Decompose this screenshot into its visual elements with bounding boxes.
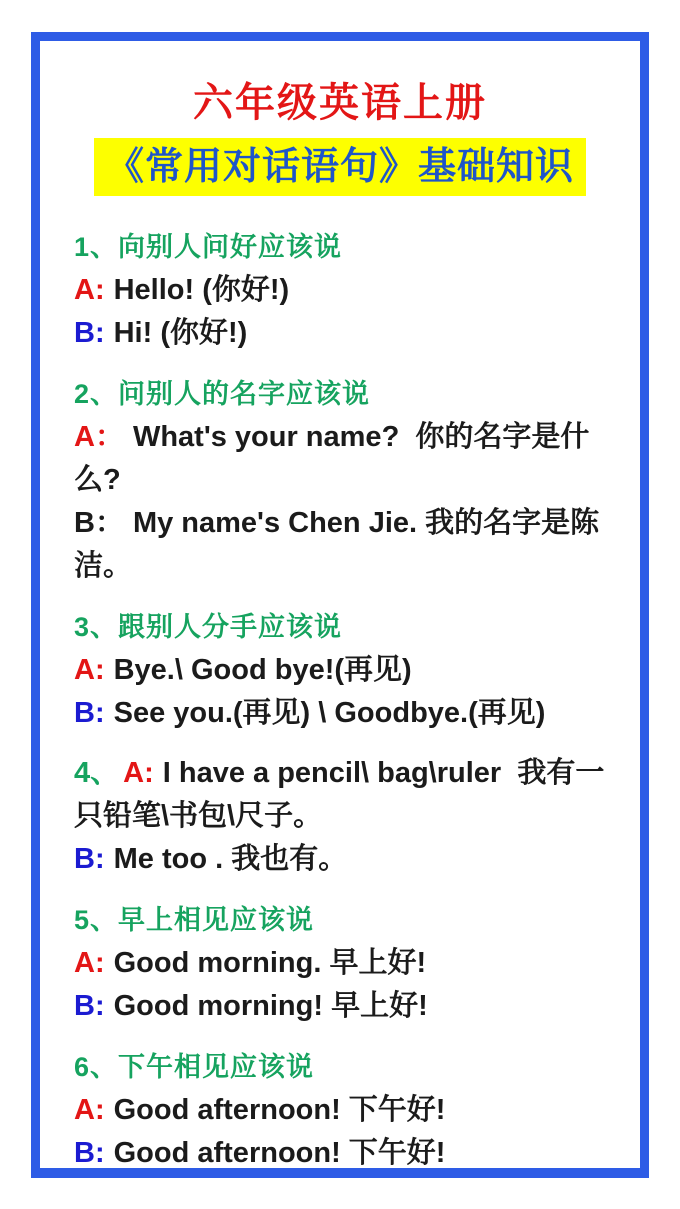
dialogue-line-b (74, 985, 622, 1028)
speaker-a-label: A: (74, 274, 105, 306)
speaker-a-label: A: (74, 947, 105, 979)
dialogue-text: Good afternoon! 下午好! (113, 1094, 446, 1126)
speaker-b-label: B: (74, 697, 105, 729)
dialogue-line-a (74, 942, 622, 985)
dialogue-text: Me too . 我也有。 (113, 843, 348, 875)
section-2 (74, 372, 622, 588)
speaker-a-label: A: (74, 1094, 105, 1126)
section-6 (74, 1045, 622, 1175)
speaker-a-label: A： (74, 421, 124, 453)
dialogue-text: My name's Chen Jie. 我的名字是陈洁。 (74, 507, 600, 582)
dialogue-text: See you.(再见) \ Goodbye.(再见) (113, 697, 546, 729)
speaker-a-label: A: (123, 757, 154, 789)
section-1-heading: 1、向别人问好应该说 (74, 232, 343, 262)
speaker-b-label: B: (74, 990, 105, 1022)
speaker-b-label: B: (74, 317, 105, 349)
section-4 (74, 752, 622, 881)
dialogue-line-a (74, 1089, 622, 1132)
speaker-b-label: B: (74, 843, 105, 875)
dialogue-line-b (74, 502, 622, 588)
section-6-heading: 6、下午相见应该说 (74, 1052, 315, 1082)
section-5-heading: 5、早上相见应该说 (74, 905, 315, 935)
speaker-b-label: B: (74, 1137, 105, 1169)
speaker-b-label: B： (74, 507, 124, 539)
dialogue-line-b (74, 312, 622, 355)
page-subtitle-highlighted: 《常用对话语句》基础知识 (94, 138, 586, 196)
section-2-heading: 2、问别人的名字应该说 (74, 379, 371, 409)
dialogue-text: Good morning. 早上好! (113, 947, 427, 979)
section-1 (74, 225, 622, 355)
subtitle-row (40, 138, 640, 196)
dialogue-content (40, 225, 640, 1175)
dialogue-line-a (74, 752, 622, 838)
blue-border-frame (31, 32, 649, 1178)
dialogue-text: Hi! (你好!) (113, 317, 248, 349)
dialogue-line-a (74, 269, 622, 312)
section-4-number: 4、 (74, 757, 120, 789)
dialogue-text: Good morning! 早上好! (113, 990, 428, 1022)
section-5 (74, 898, 622, 1028)
dialogue-line-a (74, 416, 622, 502)
dialogue-line-b (74, 838, 622, 881)
dialogue-line-b (74, 692, 622, 735)
page-title: 六年级英语上册 (193, 81, 487, 125)
dialogue-text: Hello! (你好!) (113, 274, 290, 306)
speaker-a-label: A: (74, 654, 105, 686)
section-3-heading: 3、跟别人分手应该说 (74, 612, 343, 642)
dialogue-text: What's your name? 你的名字是什么? (74, 421, 590, 496)
dialogue-line-b (74, 1132, 622, 1175)
section-3 (74, 605, 622, 735)
dialogue-text: I have a pencil\ bag\ruler 我有一只铅笔\书包\尺子。 (74, 757, 605, 832)
dialogue-line-a (74, 649, 622, 692)
dialogue-text: Good afternoon! 下午好! (113, 1137, 446, 1169)
dialogue-text: Bye.\ Good bye!(再见) (113, 654, 412, 686)
